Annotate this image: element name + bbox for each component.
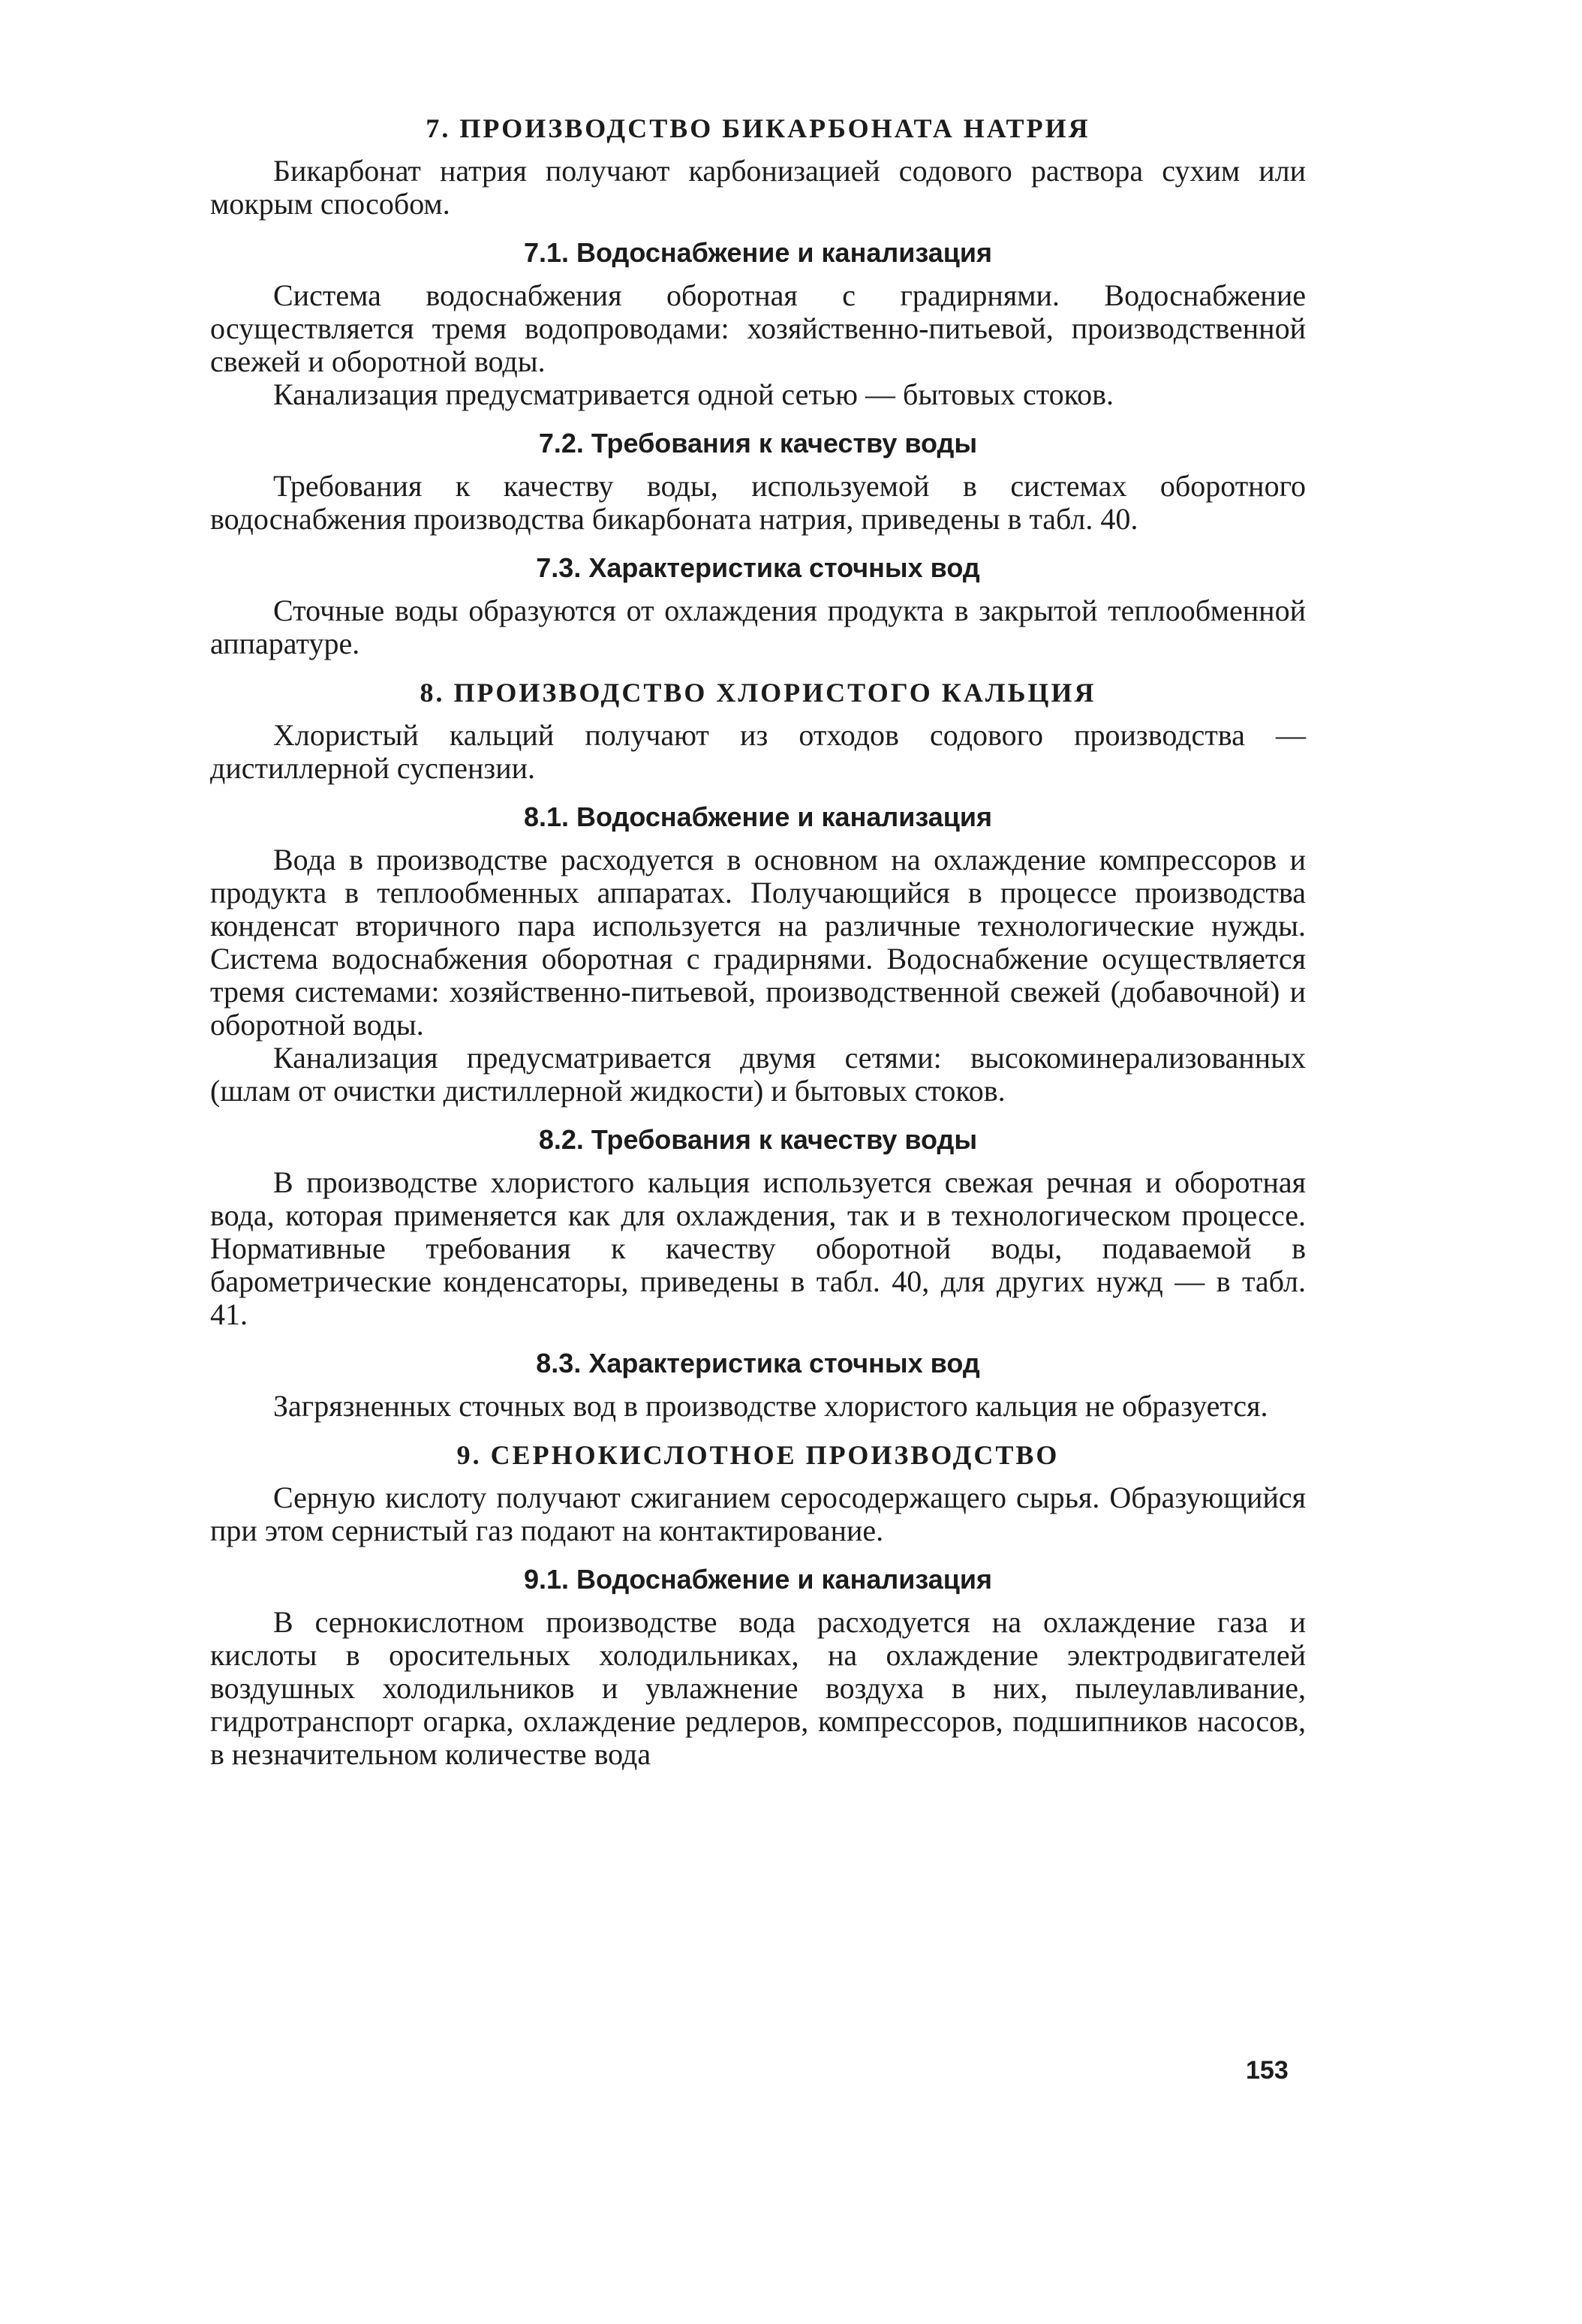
section-7-1-paragraph-1: Система водоснабжения оборотная с градирнями. Водоснабжение осуществляется тремя водопроводами: хозяйственно-питьевой, производственной свежей и оборотной воды. bbox=[210, 278, 1306, 378]
section-7-3-paragraph-1: Сточные воды образуются от охлаждения продукта в закрытой теплообменной аппаратуре. bbox=[210, 594, 1306, 660]
section-7-2-paragraph-1: Требования к качеству воды, используемой в системах оборотного водоснабжения производства бикарбоната натрия, приведены в табл. 40. bbox=[210, 469, 1306, 536]
section-7-2-heading: 7.2. Требования к качеству воды bbox=[538, 428, 978, 458]
section-7-1-paragraph-2: Канализация предусматривается одной сетью — бытовых стоков. bbox=[273, 377, 1114, 411]
section-8-3-paragraph-1: Загрязненных сточных вод в производстве хлористого кальция не образуется. bbox=[273, 1389, 1268, 1423]
section-9-1-heading: 9.1. Водоснабжение и канализация bbox=[523, 1564, 993, 1595]
page-content bbox=[210, 113, 1306, 1771]
section-8-paragraph-1: Хлористый кальций получают из отходов содового производства — дистиллерной суспензии. bbox=[210, 718, 1306, 785]
section-8-3-heading: 8.3. Характеристика сточных вод bbox=[536, 1348, 980, 1378]
section-7-paragraph-1: Бикарбонат натрия получают карбонизацией содового раствора сухим или мокрым способом. bbox=[210, 154, 1306, 221]
section-8-1-heading: 8.1. Водоснабжение и канализация bbox=[523, 801, 993, 832]
section-9-1-paragraph-1: В сернокислотном производстве вода расходуется на охлаждение газа и кислоты в оросительных холодильниках, на охлаждение электродвигателей воздушных холодильников и увлажнение воздуха в них, пылеулавливание, гидротранспорт огарка, охлаждение редлеров, компрессоров, подшипников насосов, в незначительном количестве вода bbox=[210, 1605, 1306, 1771]
section-8-2-paragraph-1: В производстве хлористого кальция используется свежая речная и оборотная вода, которая применяется как для охлаждения, так и в технологическом процессе. Нормативные требования к качеству оборотной воды, подаваемой в барометрические конденсаторы, приведены в табл. 40, для других нужд — в табл. 41. bbox=[210, 1165, 1306, 1331]
section-7-3-heading: 7.3. Характеристика сточных вод bbox=[536, 552, 980, 583]
section-8-2-heading: 8.2. Требования к качеству воды bbox=[538, 1124, 978, 1155]
section-8-heading: 8. ПРОИЗВОДСТВО ХЛОРИСТОГО КАЛЬЦИЯ bbox=[420, 678, 1096, 708]
section-9-heading: 9. СЕРНОКИСЛОТНОЕ ПРОИЗВОДСТВО bbox=[456, 1440, 1060, 1470]
section-8-1-paragraph-1: Вода в производстве расходуется в основном на охлаждение компрессоров и продукта в теплообменных аппаратах. Получающийся в процессе производства конденсат вторичного пара используется на различные технологические нужды. Система водоснабжения оборотная с градирнями. Водоснабжение осуществляется тремя системами: хозяйственно-питьевой, производственной свежей (добавочной) и оборотной воды. bbox=[210, 843, 1306, 1042]
section-9-paragraph-1: Серную кислоту получают сжиганием серосодержащего сырья. Образующийся при этом сернистый газ подают на контактирование. bbox=[210, 1481, 1306, 1547]
section-7-heading: 7. ПРОИЗВОДСТВО БИКАРБОНАТА НАТРИЯ bbox=[426, 113, 1090, 143]
section-8-1-paragraph-2: Канализация предусматривается двумя сетями: высокоминерализованных (шлам от очистки дистиллерной жидкости) и бытовых стоков. bbox=[210, 1041, 1306, 1108]
page-number: 153 bbox=[1246, 2056, 1289, 2085]
section-7-1-heading: 7.1. Водоснабжение и канализация bbox=[523, 237, 993, 268]
